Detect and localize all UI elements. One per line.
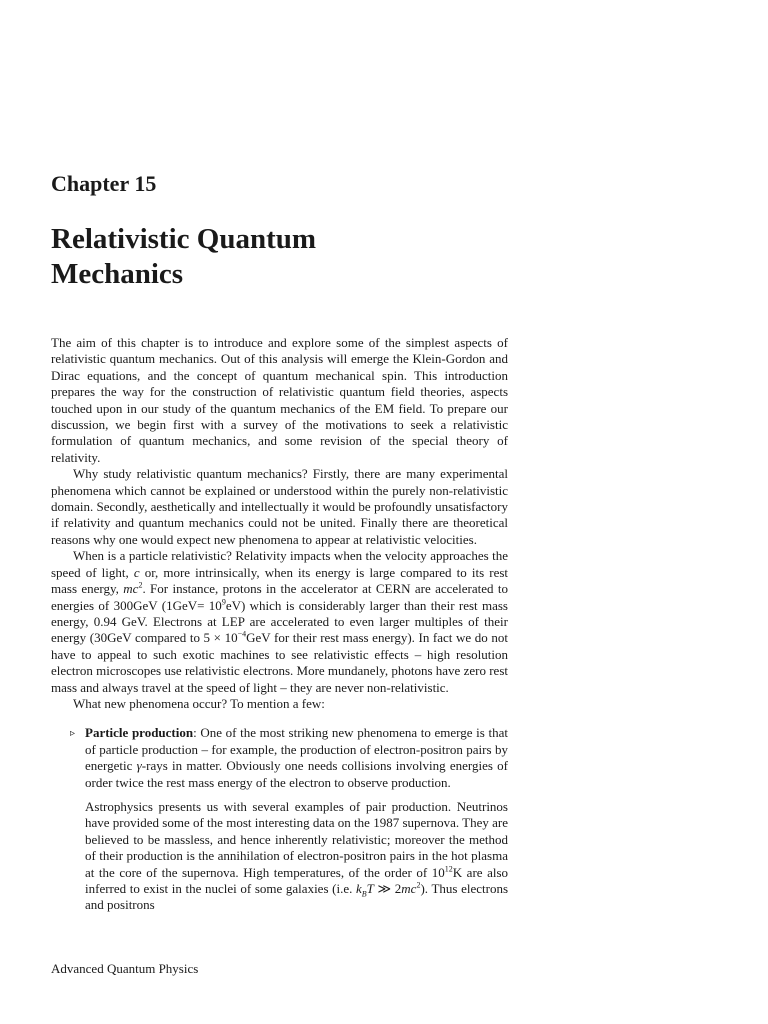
bullet-paragraph-1: Particle production: One of the most striking new phenomena to emerge is that of particle production – for example, the production of electron-positron pairs by energetic γ-rays in matter. Obviously one needs collisions involving energies of order twice the rest mass energy of the electron to observe production. xyxy=(85,725,508,790)
why-study-paragraph: Why study relativistic quantum mechanics? Firstly, there are many experimental phenomena which cannot be explained or understood within the purely non-relativistic domain. Secondly, aesthetically and intellectually it would be profoundly unsatisfactory if relativity and quantum mechanics could not be united. Finally there are theoretical reasons why one would expect new phenomena to appear at relativistic velocities. xyxy=(51,466,508,547)
when-relativistic-paragraph: When is a particle relativistic? Relativity impacts when the velocity approaches the speed of light, c or, more intrinsically, when its energy is large compared to its rest mass energy, $mc^2$. For instance, protons in the accelerator at CERN are accelerated to energies of 300GeV $(1GeV= 10^9eV)$ which is considerably larger than their rest mass energy, 0.94 GeV. Electrons at LEP are accelerated to even larger multiples of their energy (30GeV compared to $5 \times 10^{-4}GeV$ for their rest mass energy). In fact we do not have to appeal to such exotic machines to see relativistic effects – high resolution electron microscopes use relativistic electrons. More mundanely, photons have zero rest mass and always travel at the speed of light – they are never non-relativistic. xyxy=(51,548,509,695)
bullet-paragraph-2: Astrophysics presents us with several examples of pair production. Neutrinos have provided some of the most interesting data on the 1987 supernova. They are believed to be massless, and hence inherently relativistic; moreover the method of their production is the annihilation of electron-positron pairs in the hot plasma at the core of the supernova. High temperatures, of the order of $10^{12}K$ are also inferred to exist in the nuclei of some galaxies (i.e. $k_BT$ ≫ $2mc^2$). Thus electrons and positrons xyxy=(85,798,509,913)
chapter-title xyxy=(51,222,316,292)
new-phenomena-paragraph: What new phenomena occur? To mention a few: xyxy=(73,695,325,711)
chapter-title-line2: Mechanics xyxy=(51,258,184,290)
intro-paragraph: The aim of this chapter is to introduce and explore some of the simplest aspects of relativistic quantum mechanics. Out of this analysis will emerge the Klein-Gordon and Dirac equations, and the concept of quantum mechanical spin. This introduction prepares the way for the construction of relativistic quantum field theories, aspects touched upon in our study of the quantum mechanics of the EM field. To prepare our discussion, we begin first with a survey of the motivations to seek a relativistic formulation of quantum mechanics, and some revision of the special theory of relativity. xyxy=(51,335,508,465)
chapter-title-line1: Relativistic Quantum xyxy=(51,223,317,255)
chapter-label: Chapter 15 xyxy=(51,171,157,196)
page-footer: Advanced Quantum Physics xyxy=(51,961,199,976)
chapter-body xyxy=(51,335,508,914)
triangle-bullet-icon: ▹ xyxy=(70,728,76,740)
bullet-item-particle-production xyxy=(51,725,508,913)
bullet-heading: Particle production xyxy=(85,725,194,741)
